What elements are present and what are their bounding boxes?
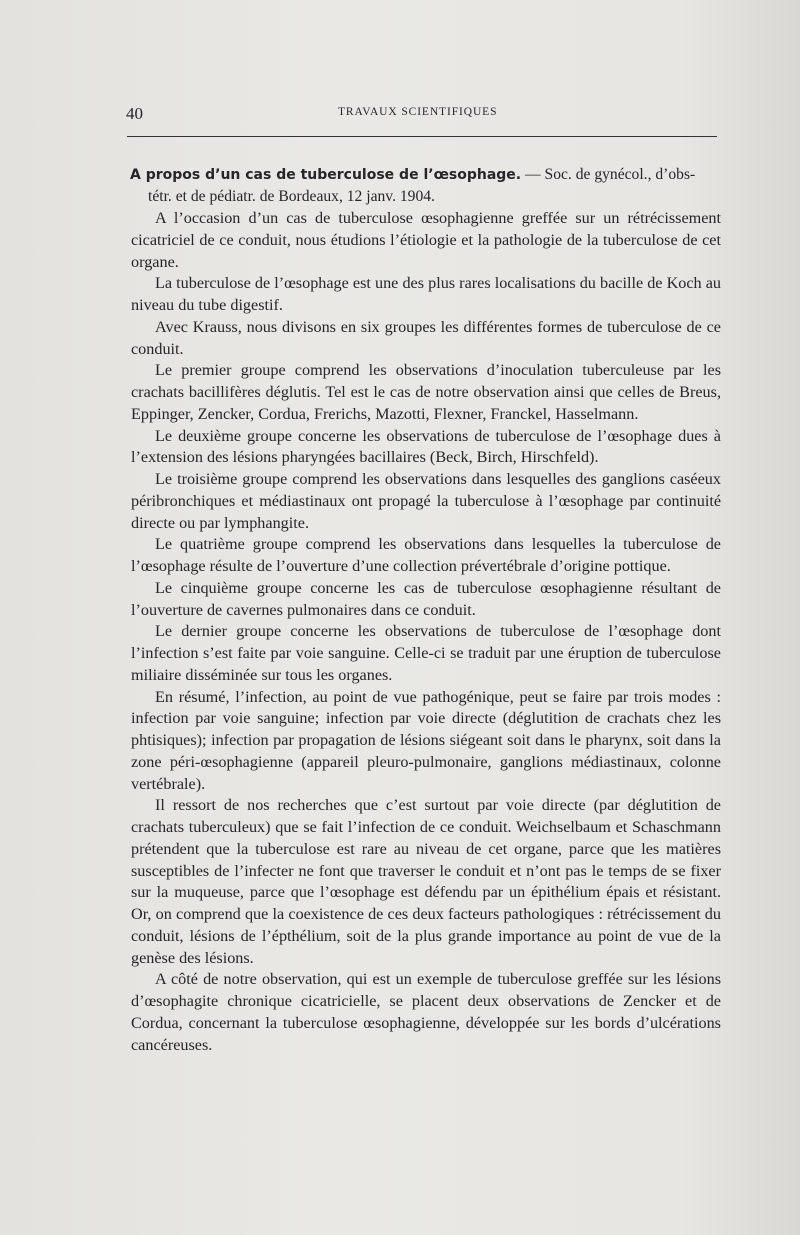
paragraph-8: Le cinquième groupe concerne les cas de tuberculose œsophagienne résultant de l’ouverture de cavernes pulmonaires dans ce conduit. bbox=[131, 578, 721, 619]
paragraph-4: Le premier groupe comprend les observations d’inoculation tuberculeuse par les crachats bacillifères déglutis. Tel est le cas de notre observation ainsi que celles de Breus, Eppinger, Zencker, Cordua, Frerichs, Mazotti, Flexner, Franckel, Hasselmann. bbox=[131, 361, 721, 423]
page-number: 40 bbox=[126, 104, 143, 123]
paragraph-3: Avec Krauss, nous divisons en six groupes les différentes formes de tuberculose de ce conduit. bbox=[131, 317, 721, 358]
running-title: TRAVAUX SCIENTIFIQUES bbox=[338, 106, 498, 118]
paragraph-12: A côté de notre observation, qui est un exemple de tuberculose greffée sur les lésions d’œsophagite chronique cicatricielle, se placent deux observations de Zencker et de Cordua, concernant la tuberculose œsophagienne, développée sur les bords d’ulcérations cancéreuses. bbox=[131, 970, 721, 1054]
paragraph-7: Le quatrième groupe comprend les observations dans lesquelles la tuberculose de l’œsophage résulte de l’ouverture d’une collection prévertébrale d’origine pottique. bbox=[131, 535, 721, 575]
paragraph-10: En résumé, l’infection, au point de vue pathogénique, peut se faire par trois modes : infection par voie sanguine; infection par voie directe (déglutition de crachats chez les phtisiques); infection par propagation de lésions siégeant soit dans le pharynx, soit dans la zone péri-œsophagienne (appareil pleuro-pulmonaire, ganglions médiastinaux, colonne vertébrale). bbox=[131, 687, 721, 793]
entry-separator: — bbox=[525, 166, 541, 183]
entry-heading bbox=[130, 164, 720, 207]
entry-citation-part1: Soc. de gynécol., d’obs- bbox=[544, 166, 696, 183]
entry-citation-part2: tétr. et de pédiatr. de Bordeaux, 12 janv. 1904. bbox=[148, 188, 435, 205]
paragraph-2: La tuberculose de l’œsophage est une des plus rares localisations du bacille de Koch au niveau du tube digestif. bbox=[131, 274, 721, 314]
paragraph-5: Le deuxième groupe concerne les observations de tuberculose de l’œsophage dues à l’extension des lésions pharyngées bacillaires (Beck, Birch, Hirschfeld). bbox=[131, 426, 721, 467]
paragraph-11: Il ressort de nos recherches que c’est surtout par voie directe (par déglutition de crachats tuberculeux) que se fait l’infection de ce conduit. Weichselbaum et Schaschmann prétendent que la tuberculose est rare au niveau de cet organe, parce que les matières susceptibles de l’infecter ne font que traverser le conduit et n’ont pas le temps de se fixer sur la muqueuse, parce que l’œsophage est défendu par un épithélium épais et résistant. Or, on comprend que la coexistence de ces deux facteurs pathologiques : rétrécissement du conduit, lésions de l’épthélium, soit de la plus grande importance au point de vue de la genèse des lésions. bbox=[131, 796, 721, 967]
paragraph-9: Le dernier groupe concerne les observations de tuberculose de l’œsophage dont l’infection s’est faite par voie sanguine. Celle-ci se traduit par une éruption de tuberculose miliaire disséminée sur tous les organes. bbox=[131, 622, 721, 684]
body-text bbox=[131, 208, 721, 1056]
entry-title: A propos d’un cas de tuberculose de l’œsophage. bbox=[130, 167, 522, 183]
paragraph-6: Le troisième groupe comprend les observations dans lesquelles des ganglions caséeux péribronchiques et médiastinaux ont propagé la tuberculose à l’œsophage par continuité directe ou par lymphangite. bbox=[131, 470, 721, 532]
paragraph-1: A l’occasion d’un cas de tuberculose œsophagienne greffée sur un rétrécissement cicatriciel de ce conduit, nous étudions l’étiologie et la pathologie de la tuberculose de cet organe. bbox=[131, 209, 721, 271]
header-rule bbox=[127, 136, 717, 137]
